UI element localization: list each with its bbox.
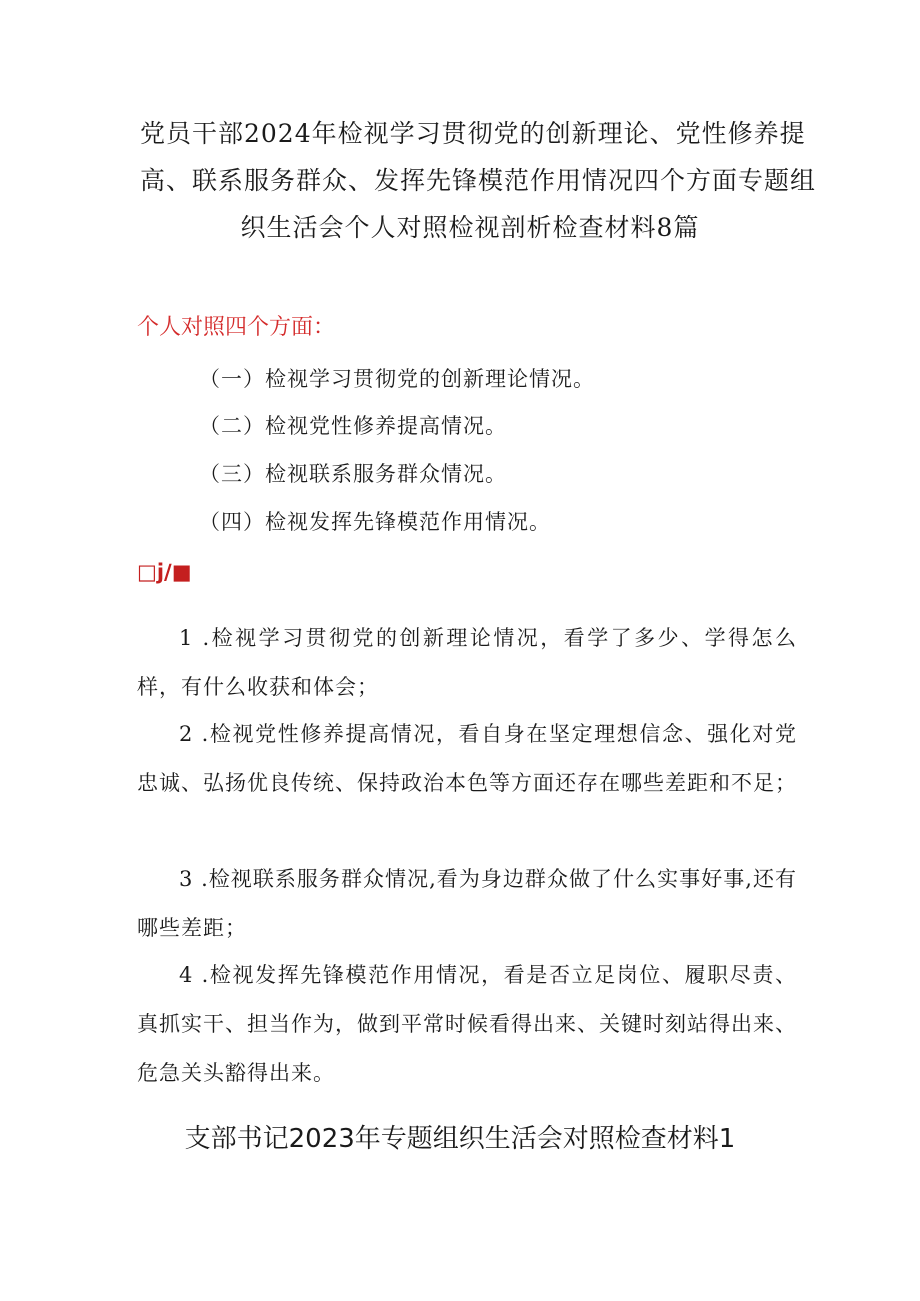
aspect-item-4: （四）检视发挥先锋模范作用情况。 (199, 510, 551, 534)
title-line-3: 织生活会个人对照检视剖析检查材料8篇 (240, 213, 700, 242)
aspect-item-1: （一）检视学习贯彻党的创新理论情况。 (199, 367, 595, 391)
aspect-item-2: （二）检视党性修养提高情况。 (199, 414, 507, 438)
body-item-2: 2 .检视党性修养提高情况，看自身在坚定理想信念、强化对党忠诚、弘扬优良传统、保持政治本色等方面还存在哪些差距和不足； (137, 722, 797, 795)
body-item-3: 3 .检视联系服务群众情况,看为身边群众做了什么实事好事,还有哪些差距； (137, 867, 797, 940)
title-line-1: 党员干部2024年检视学习贯彻党的创新理论、党性修养提 (140, 119, 806, 148)
aspect-item-3: （三）检视联系服务群众情况。 (199, 462, 507, 486)
garbled-heading: □j∕■ (137, 560, 192, 584)
section-heading: 个人对照四个方面： (137, 315, 336, 340)
body-item-4: 4 .检视发挥先锋模范作用情况，看是否立足岗位、履职尽责、真抓实干、担当作为，做到平常时候看得出来、关键时刻站得出来、危急关头豁得出来。 (137, 963, 797, 1085)
body-item-1: 1 .检视学习贯彻党的创新理论情况，看学了多少、学得怎么样，有什么收获和体会； (137, 626, 797, 699)
title-line-2: 高、联系服务群众、发挥先锋模范作用情况四个方面专题组 (140, 166, 817, 195)
document-title (140, 110, 817, 251)
next-document-title: 支部书记2023年专题组织生活会对照检查材料1 (184, 1124, 736, 1154)
